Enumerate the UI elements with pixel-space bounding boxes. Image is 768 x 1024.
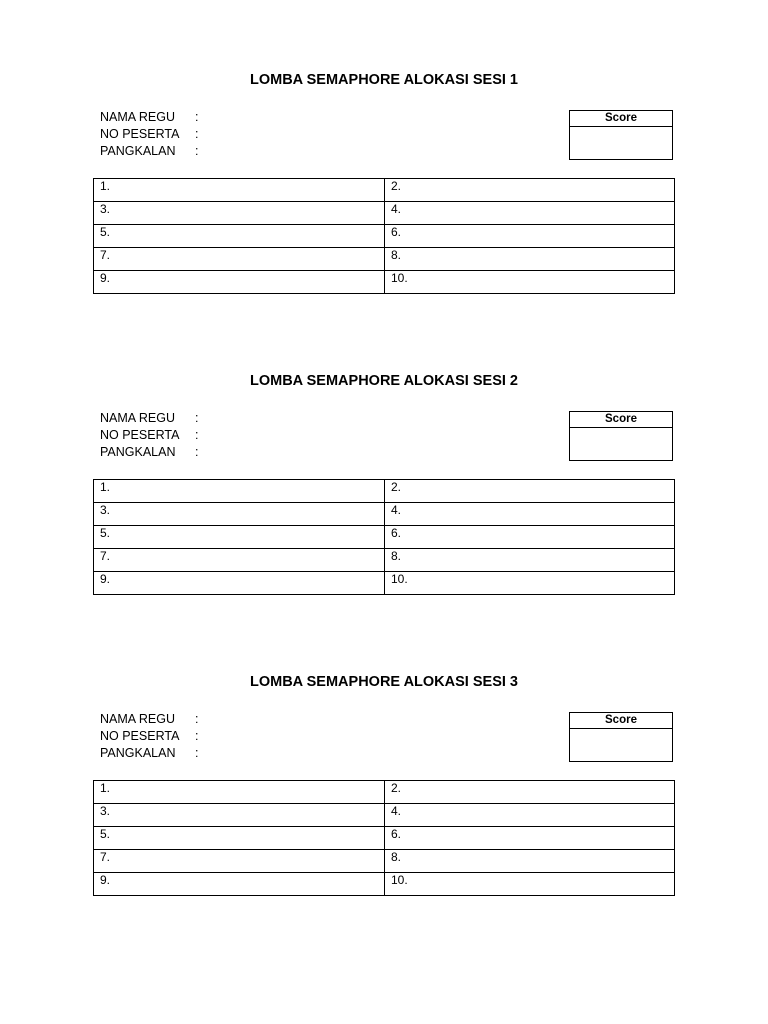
- table-row: [94, 827, 675, 850]
- answer-cell[interactable]: 3.: [94, 503, 385, 526]
- table-row: [94, 480, 675, 503]
- table-row: [94, 179, 675, 202]
- answer-cell[interactable]: 1.: [94, 480, 385, 503]
- team-name-label: NAMA REGU: [100, 411, 176, 425]
- participant-number-row: [100, 427, 198, 444]
- table-row: [94, 804, 675, 827]
- session-section-2: [0, 372, 768, 612]
- score-field[interactable]: [570, 428, 672, 460]
- colon: :: [195, 411, 199, 425]
- colon: :: [195, 729, 199, 743]
- section-title: LOMBA SEMAPHORE ALOKASI SESI 1: [249, 72, 518, 88]
- answer-cell[interactable]: 9.: [94, 572, 385, 595]
- answer-cell[interactable]: 9.: [94, 873, 385, 896]
- participant-number-label: NO PESERTA: [100, 729, 180, 743]
- colon: :: [195, 712, 199, 726]
- score-box: [569, 712, 673, 762]
- answer-cell[interactable]: 7.: [94, 850, 385, 873]
- colon: :: [195, 144, 199, 158]
- section-title: LOMBA SEMAPHORE ALOKASI SESI 3: [249, 674, 518, 690]
- score-box: [569, 411, 673, 461]
- answer-cell[interactable]: 5.: [94, 225, 385, 248]
- base-label: PANGKALAN: [100, 445, 176, 459]
- answer-cell[interactable]: 7.: [94, 549, 385, 572]
- answer-cell[interactable]: 10.: [385, 873, 675, 896]
- section-title: LOMBA SEMAPHORE ALOKASI SESI 2: [249, 373, 518, 389]
- participant-number-row: [100, 126, 198, 143]
- table-row: [94, 503, 675, 526]
- score-label: Score: [570, 412, 672, 428]
- answer-cell[interactable]: 2.: [385, 781, 675, 804]
- answer-cell[interactable]: 6.: [385, 225, 675, 248]
- answer-cell[interactable]: 8.: [385, 549, 675, 572]
- base-row: [100, 444, 198, 461]
- answer-cell[interactable]: 8.: [385, 248, 675, 271]
- answer-table: [93, 178, 675, 294]
- table-row: [94, 549, 675, 572]
- answer-cell[interactable]: 6.: [385, 526, 675, 549]
- table-row: [94, 572, 675, 595]
- answer-cell[interactable]: 4.: [385, 503, 675, 526]
- colon: :: [195, 746, 199, 760]
- score-field[interactable]: [570, 729, 672, 761]
- score-box: [569, 110, 673, 160]
- participant-number-label: NO PESERTA: [100, 127, 180, 141]
- session-section-3: [0, 673, 768, 913]
- team-name-label: NAMA REGU: [100, 712, 176, 726]
- team-name-row: [100, 109, 198, 126]
- answer-table: [93, 780, 675, 896]
- team-name-row: [100, 410, 198, 427]
- colon: :: [195, 445, 199, 459]
- answer-cell[interactable]: 3.: [94, 804, 385, 827]
- participant-info: [100, 711, 198, 762]
- table-row: [94, 526, 675, 549]
- answer-cell[interactable]: 10.: [385, 572, 675, 595]
- answer-cell[interactable]: 1.: [94, 781, 385, 804]
- answer-cell[interactable]: 4.: [385, 804, 675, 827]
- answer-cell[interactable]: 9.: [94, 271, 385, 294]
- team-name-row: [100, 711, 198, 728]
- answer-cell[interactable]: 4.: [385, 202, 675, 225]
- table-row: [94, 781, 675, 804]
- participant-info: [100, 109, 198, 160]
- answer-cell[interactable]: 2.: [385, 480, 675, 503]
- table-row: [94, 248, 675, 271]
- team-name-label: NAMA REGU: [100, 110, 176, 124]
- session-section-1: [0, 71, 768, 311]
- participant-number-row: [100, 728, 198, 745]
- answer-cell[interactable]: 3.: [94, 202, 385, 225]
- base-row: [100, 143, 198, 160]
- table-row: [94, 850, 675, 873]
- table-row: [94, 271, 675, 294]
- answer-cell[interactable]: 6.: [385, 827, 675, 850]
- answer-cell[interactable]: 7.: [94, 248, 385, 271]
- table-row: [94, 225, 675, 248]
- answer-cell[interactable]: 5.: [94, 827, 385, 850]
- participant-number-label: NO PESERTA: [100, 428, 180, 442]
- answer-cell[interactable]: 8.: [385, 850, 675, 873]
- score-field[interactable]: [570, 127, 672, 159]
- table-row: [94, 202, 675, 225]
- answer-cell[interactable]: 2.: [385, 179, 675, 202]
- answer-cell[interactable]: 10.: [385, 271, 675, 294]
- score-label: Score: [570, 111, 672, 127]
- colon: :: [195, 127, 199, 141]
- answer-cell[interactable]: 1.: [94, 179, 385, 202]
- score-label: Score: [570, 713, 672, 729]
- colon: :: [195, 428, 199, 442]
- base-label: PANGKALAN: [100, 144, 176, 158]
- table-row: [94, 873, 675, 896]
- participant-info: [100, 410, 198, 461]
- answer-cell[interactable]: 5.: [94, 526, 385, 549]
- base-row: [100, 745, 198, 762]
- base-label: PANGKALAN: [100, 746, 176, 760]
- colon: :: [195, 110, 199, 124]
- answer-table: [93, 479, 675, 595]
